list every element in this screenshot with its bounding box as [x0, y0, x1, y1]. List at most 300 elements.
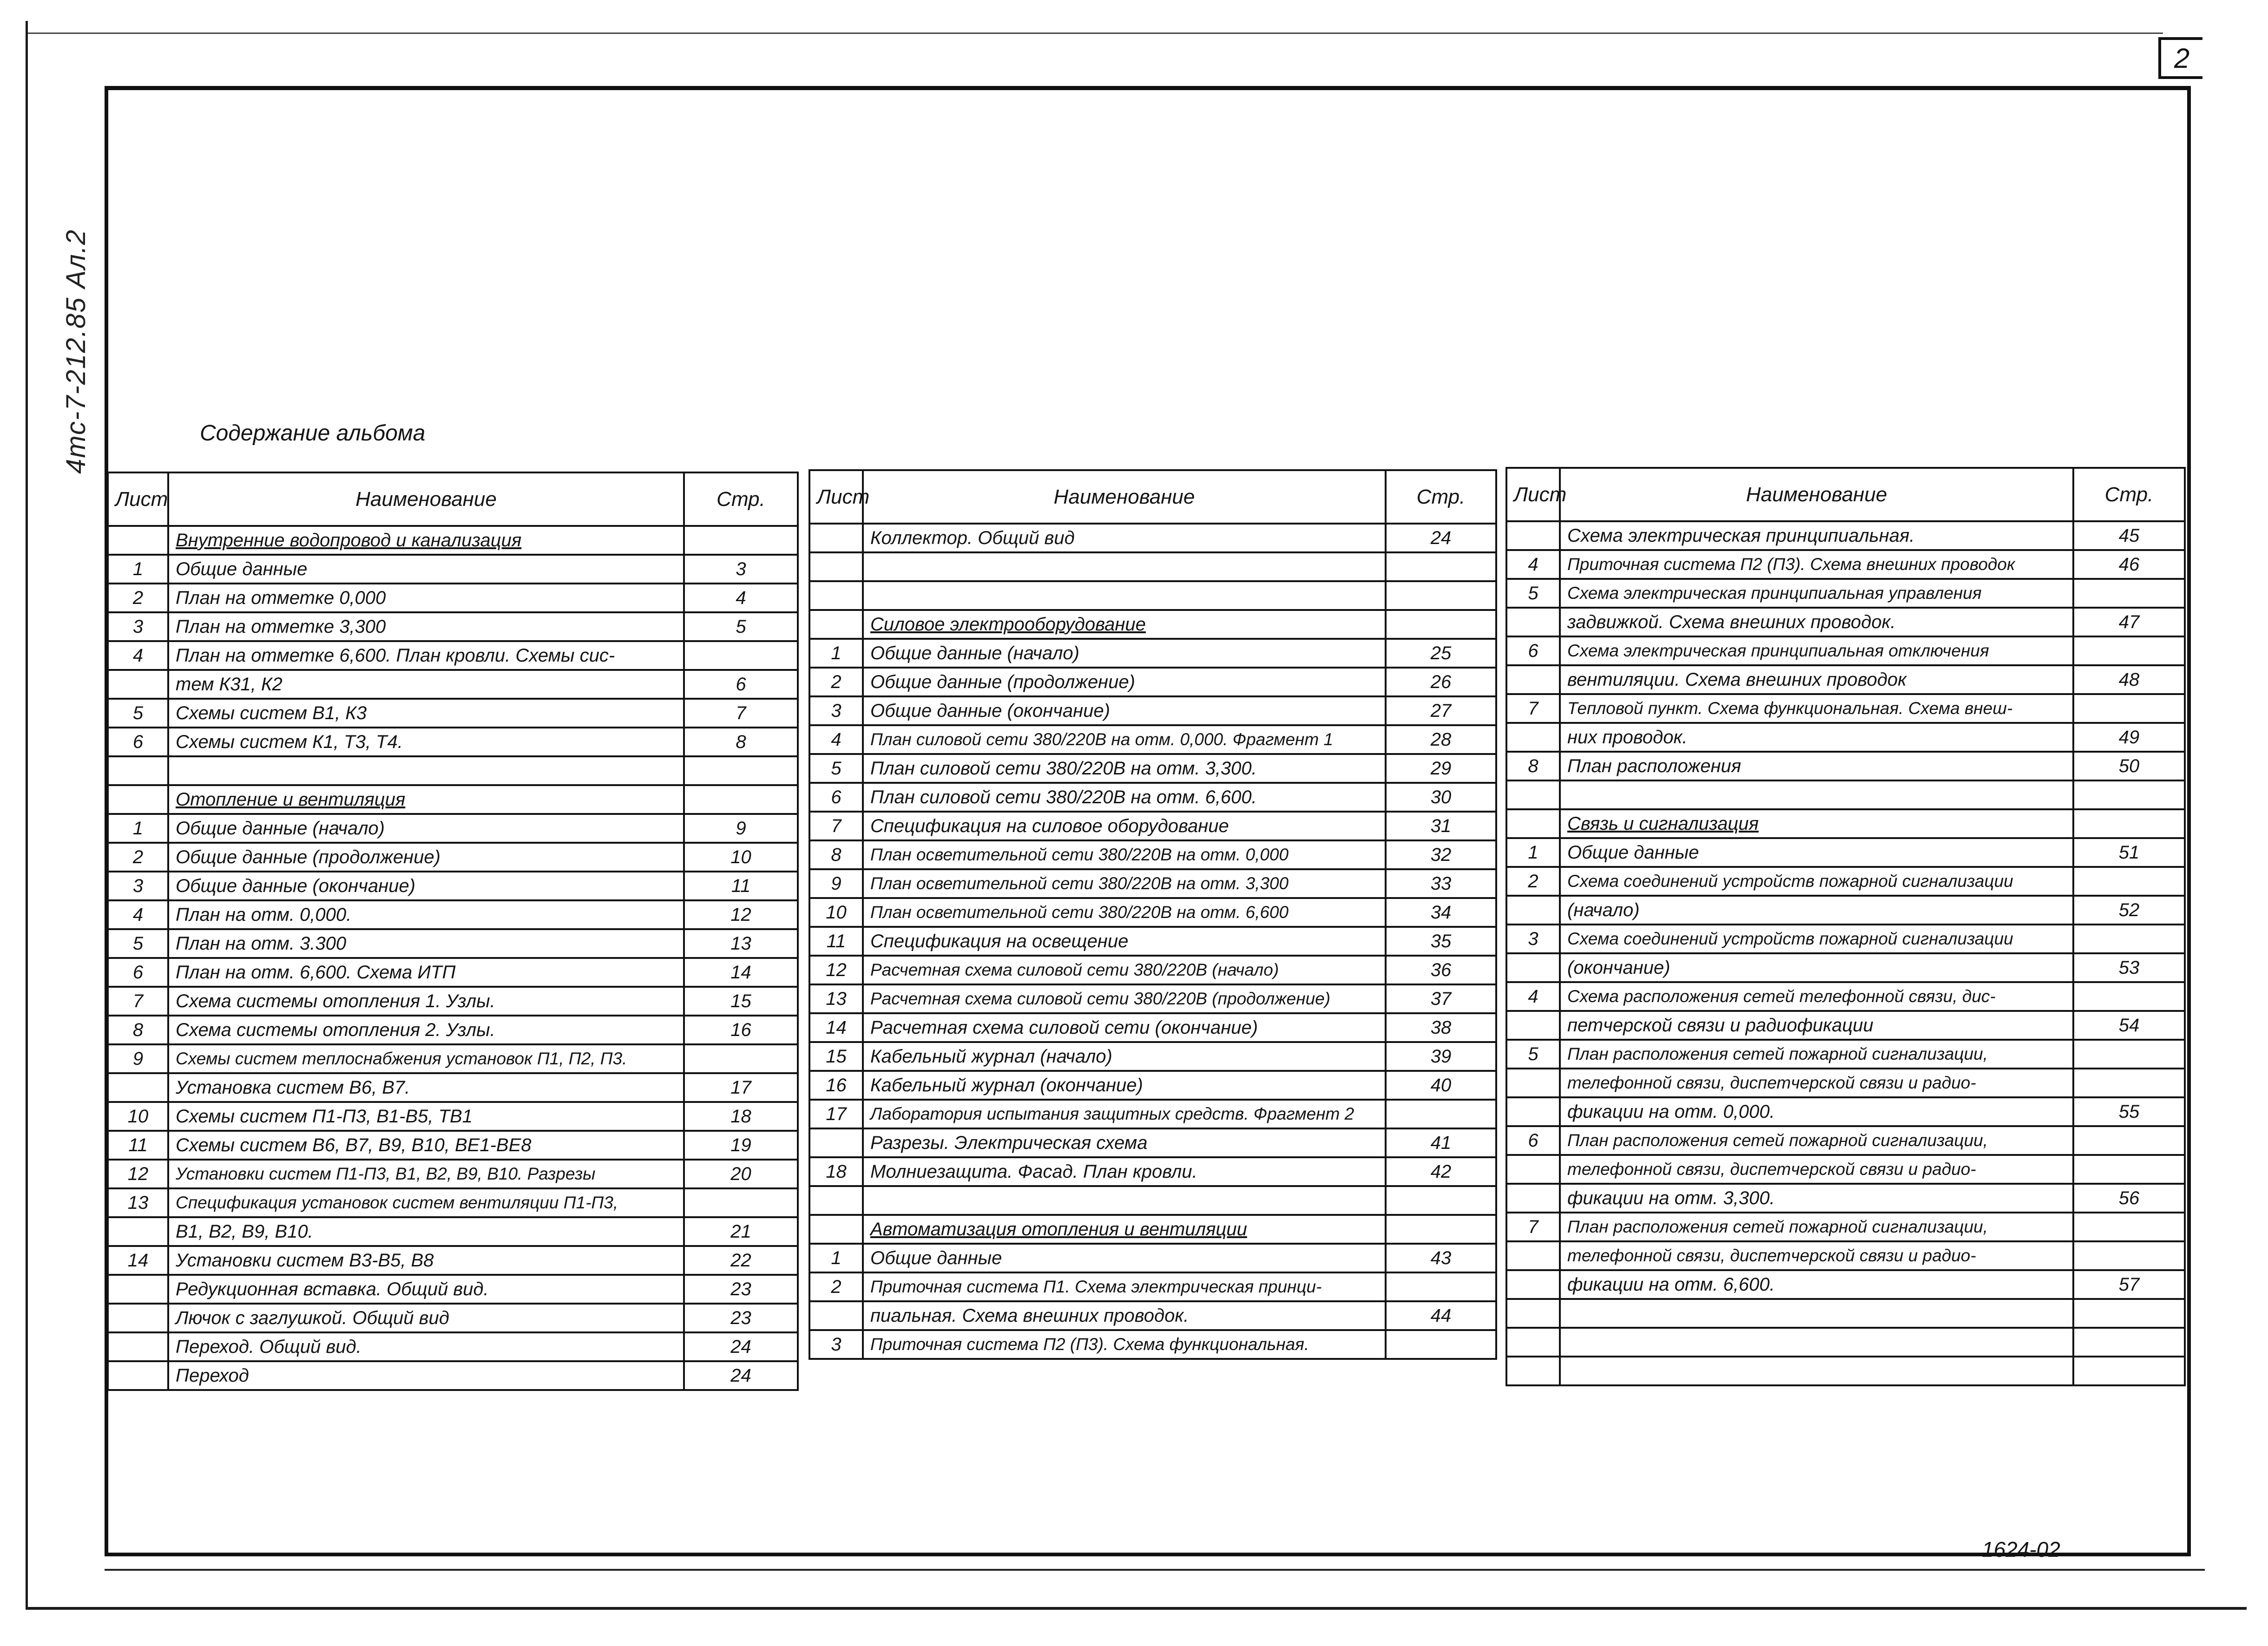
page-number: 2: [2174, 43, 2190, 74]
table-row: [108, 843, 798, 872]
album-title: Содержание альбома: [200, 421, 426, 446]
item-name-cell: [863, 1186, 1386, 1215]
sheet-number-cell: [1506, 1299, 1560, 1328]
table-row: [809, 1042, 1496, 1071]
item-name-cell: План осветительной сети 380/220В на отм. 3,300: [863, 869, 1386, 898]
page-number-cell: 14: [684, 958, 798, 987]
table-row: [108, 584, 798, 612]
page-number-cell: 23: [684, 1304, 798, 1332]
item-name-cell: План расположения сетей пожарной сигнализации,: [1560, 1040, 2073, 1069]
sheet-number-cell: [1506, 1097, 1560, 1126]
sheet-number-cell: [1506, 1069, 1560, 1097]
sheet-number-cell: 5: [108, 929, 168, 958]
sheet-number-cell: [809, 1215, 863, 1244]
table-row: [809, 524, 1496, 552]
page-number-cell: [2073, 1357, 2185, 1385]
sheet-number-cell: [1506, 1270, 1560, 1299]
sheet-number-cell: [1506, 896, 1560, 925]
page-number-cell: 24: [684, 1332, 798, 1361]
item-name-cell: План расположения: [1560, 752, 2073, 780]
table-row: [1506, 838, 2185, 867]
table-row: [108, 1217, 798, 1246]
sheet-number-cell: [108, 1332, 168, 1361]
table-row: [1506, 608, 2185, 636]
sheet-number-cell: 6: [108, 728, 168, 756]
page-number-cell: 4: [684, 584, 798, 612]
sheet-number-cell: 1: [1506, 838, 1560, 867]
page-number-cell: 24: [1386, 524, 1496, 552]
page-number-cell: 26: [1386, 668, 1496, 696]
table-row: [108, 756, 798, 785]
page-number-cell: [1386, 1186, 1496, 1215]
item-name-cell: фикации на отм. 0,000.: [1560, 1097, 2073, 1126]
table-row: [108, 1361, 798, 1390]
item-name-cell: петчерской связи и радиофикации: [1560, 1011, 2073, 1040]
table-row: [108, 1304, 798, 1332]
page-number-cell: 11: [684, 872, 798, 900]
item-name-cell: План силовой сети 380/220В на отм. 3,300.: [863, 754, 1386, 783]
table-row: [1506, 1299, 2185, 1328]
contents-table-2: [809, 469, 1497, 1360]
sheet-number-cell: [108, 1073, 168, 1102]
table-row: [809, 1157, 1496, 1186]
table-row: [809, 696, 1496, 725]
item-name-cell: Общие данные (продолжение): [168, 843, 684, 872]
page-number-cell: [2073, 1155, 2185, 1184]
page-number-cell: 8: [684, 728, 798, 756]
sheet-number-cell: 2: [108, 843, 168, 872]
table-row: [1506, 780, 2185, 809]
table-row: [1506, 636, 2185, 665]
table-row: [108, 555, 798, 584]
document-code: 1624-02: [1982, 1537, 2060, 1561]
sheet-number-cell: 3: [809, 696, 863, 725]
table-row: [1506, 665, 2185, 694]
sheet-number-cell: 16: [809, 1071, 863, 1100]
page-number-cell: 28: [1386, 725, 1496, 754]
item-name-cell: Общие данные: [168, 555, 684, 584]
table-row: [809, 840, 1496, 869]
page-number-cell: [684, 641, 798, 670]
item-name-cell: План на отметке 0,000: [168, 584, 684, 612]
table-row: [108, 526, 798, 555]
page-number-cell: 15: [684, 987, 798, 1016]
item-name-cell: Схемы систем К1, Т3, Т4.: [168, 728, 684, 756]
item-name-cell: Приточная система П1. Схема электрическая принци-: [863, 1272, 1386, 1301]
item-name-cell: План осветительной сети 380/220В на отм. 0,000: [863, 840, 1386, 869]
item-name-cell: Установка систем В6, В7.: [168, 1073, 684, 1102]
sheet-number-cell: 4: [108, 641, 168, 670]
table-row: [108, 1160, 798, 1188]
table-row: [1506, 896, 2185, 925]
table-row: [1506, 1270, 2185, 1299]
table-row: [1506, 1241, 2185, 1270]
sheet-number-cell: [809, 552, 863, 581]
table-row: [108, 728, 798, 756]
sheet-number-cell: 15: [809, 1042, 863, 1071]
page-number-cell: 29: [1386, 754, 1496, 783]
sheet-number-cell: [809, 1186, 863, 1215]
page-number-cell: [2073, 780, 2185, 809]
sheet-number-cell: [108, 1361, 168, 1390]
sheet-number-cell: [108, 526, 168, 555]
item-name-cell: [1560, 780, 2073, 809]
item-name-cell: Схема соединений устройств пожарной сигнализации: [1560, 925, 2073, 953]
sheet-number-cell: 1: [108, 555, 168, 584]
item-name-cell: План на отметке 3,300: [168, 612, 684, 641]
table-row: [809, 869, 1496, 898]
item-name-cell: Схема электрическая принципиальная отключения: [1560, 636, 2073, 665]
page-number-cell: 45: [2073, 521, 2185, 550]
page-number-cell: [2073, 925, 2185, 953]
page-number-cell: 47: [2073, 608, 2185, 636]
item-name-cell: Схема электрическая принципиальная.: [1560, 521, 2073, 550]
item-name-cell: Схемы систем В1, К3: [168, 699, 684, 728]
page-number-cell: 44: [1386, 1301, 1496, 1330]
sheet-number-cell: 12: [108, 1160, 168, 1188]
table-row: [809, 639, 1496, 668]
item-name-cell: [1560, 1357, 2073, 1385]
item-name-cell: Схема расположения сетей телефонной связи, дис-: [1560, 982, 2073, 1011]
item-name-cell: План силовой сети 380/220В на отм. 6,600.: [863, 783, 1386, 812]
page-number-cell: 24: [684, 1361, 798, 1390]
table-row: [809, 956, 1496, 984]
item-name-cell: Кабельный журнал (окончание): [863, 1071, 1386, 1100]
sheet-number-cell: [809, 524, 863, 552]
page-number-cell: 56: [2073, 1184, 2185, 1213]
table-row: [809, 552, 1496, 581]
table-body: [108, 526, 798, 1390]
table-row: [108, 987, 798, 1016]
sheet-number-cell: [1506, 608, 1560, 636]
section-heading: Отопление и вентиляция: [168, 785, 684, 814]
table-row: [108, 1102, 798, 1131]
page-number-cell: 55: [2073, 1097, 2185, 1126]
page-number-cell: 25: [1386, 639, 1496, 668]
table-row: [1506, 1357, 2185, 1385]
sheet-number-cell: [108, 1275, 168, 1304]
sheet-number-cell: [1506, 1241, 1560, 1270]
section-heading: Связь и сигнализация: [1560, 809, 2073, 838]
sheet-number-cell: 6: [809, 783, 863, 812]
item-name-cell: Расчетная схема силовой сети 380/220В (продолжение): [863, 984, 1386, 1013]
item-name-cell: План на отметке 6,600. План кровли. Схемы сис-: [168, 641, 684, 670]
page-number-cell: 38: [1386, 1013, 1496, 1042]
item-name-cell: телефонной связи, диспетчерской связи и радио-: [1560, 1241, 2073, 1270]
table-row: [108, 814, 798, 843]
table-row: [108, 1044, 798, 1073]
sheet-number-cell: 2: [809, 668, 863, 696]
page-number-cell: 30: [1386, 783, 1496, 812]
page-number-cell: 51: [2073, 838, 2185, 867]
item-name-cell: задвижкой. Схема внешних проводок.: [1560, 608, 2073, 636]
sheet-number-cell: [1506, 723, 1560, 752]
sheet-number-cell: 6: [1506, 636, 1560, 665]
table-row: [108, 929, 798, 958]
item-name-cell: вентиляции. Схема внешних проводок: [1560, 665, 2073, 694]
col-header-sheet: Лист: [809, 470, 863, 524]
table-row: [1506, 521, 2185, 550]
table-row: [1506, 1328, 2185, 1357]
item-name-cell: Редукционная вставка. Общий вид.: [168, 1275, 684, 1304]
table-row: [1506, 1040, 2185, 1069]
sheet-number-cell: 12: [809, 956, 863, 984]
item-name-cell: План расположения сетей пожарной сигнализации,: [1560, 1213, 2073, 1241]
sheet-number-cell: 7: [809, 812, 863, 840]
page-number-cell: 7: [684, 699, 798, 728]
sheet-number-cell: 2: [108, 584, 168, 612]
sheet-number-cell: 10: [108, 1102, 168, 1131]
item-name-cell: Лючок с заглушкой. Общий вид: [168, 1304, 684, 1332]
table-row: [1506, 953, 2185, 982]
item-name-cell: [1560, 1328, 2073, 1357]
item-name-cell: План силовой сети 380/220В на отм. 0,000. Фрагмент 1: [863, 725, 1386, 754]
sheet-number-cell: 7: [108, 987, 168, 1016]
table-row: [1506, 925, 2185, 953]
table-body: [1506, 521, 2185, 1385]
sheet-number-cell: 14: [809, 1013, 863, 1042]
page-number-cell: 41: [1386, 1128, 1496, 1157]
table-row: [809, 1128, 1496, 1157]
page-number-cell: [1386, 610, 1496, 639]
page-number-cell: 6: [684, 670, 798, 699]
item-name-cell: Переход. Общий вид.: [168, 1332, 684, 1361]
sheet-number-cell: 18: [809, 1157, 863, 1186]
item-name-cell: В1, В2, В9, В10.: [168, 1217, 684, 1246]
sheet-number-cell: [1506, 521, 1560, 550]
table-row: [1506, 982, 2185, 1011]
sheet-number-cell: [108, 1304, 168, 1332]
sheet-number-cell: 9: [809, 869, 863, 898]
table-row: [108, 1131, 798, 1160]
sheet-number-cell: 5: [1506, 1040, 1560, 1069]
col-header-page: Стр.: [1386, 470, 1496, 524]
table-row: [809, 984, 1496, 1013]
table-row: [108, 1073, 798, 1102]
page-number-cell: 46: [2073, 550, 2185, 579]
sheet-number-cell: [1506, 1357, 1560, 1385]
page-number-cell: 3: [684, 555, 798, 584]
sheet-number-cell: 3: [1506, 925, 1560, 953]
page-number-cell: 54: [2073, 1011, 2185, 1040]
item-name-cell: тем К31, К2: [168, 670, 684, 699]
item-name-cell: Общие данные (окончание): [168, 872, 684, 900]
page-number-cell: [684, 1188, 798, 1217]
item-name-cell: Спецификация на освещение: [863, 927, 1386, 956]
section-heading: Автоматизация отопления и вентиляции: [863, 1215, 1386, 1244]
item-name-cell: Общие данные (окончание): [863, 696, 1386, 725]
page-number-cell: 57: [2073, 1270, 2185, 1299]
page-number-cell: [1386, 552, 1496, 581]
table-row: [108, 900, 798, 929]
sheet-number-cell: 5: [809, 754, 863, 783]
item-name-cell: Общие данные: [863, 1244, 1386, 1272]
item-name-cell: Схемы систем теплоснабжения установок П1, П2, П3.: [168, 1044, 684, 1073]
table-row: [1506, 1184, 2185, 1213]
table-row: [108, 699, 798, 728]
sheet-number-cell: [108, 670, 168, 699]
item-name-cell: Расчетная схема силовой сети 380/220В (начало): [863, 956, 1386, 984]
sheet-number-cell: 8: [108, 1016, 168, 1044]
page-number-cell: 52: [2073, 896, 2185, 925]
table-row: [108, 1332, 798, 1361]
table-row: [1506, 1213, 2185, 1241]
table-header-row: [809, 470, 1496, 524]
page-number-cell: 34: [1386, 898, 1496, 927]
table-row: [1506, 1097, 2185, 1126]
page-number-cell: [684, 526, 798, 555]
table-row: [1506, 579, 2185, 608]
item-name-cell: них проводок.: [1560, 723, 2073, 752]
table-row: [809, 1301, 1496, 1330]
item-name-cell: Переход: [168, 1361, 684, 1390]
sheet-number-cell: 3: [809, 1330, 863, 1359]
table-row: [108, 612, 798, 641]
table-row: [809, 581, 1496, 610]
page-number-cell: 9: [684, 814, 798, 843]
item-name-cell: Общие данные (продолжение): [863, 668, 1386, 696]
table-row: [108, 872, 798, 900]
page-number-cell: [1386, 1215, 1496, 1244]
sheet-number-cell: 13: [809, 984, 863, 1013]
page-number-cell: 37: [1386, 984, 1496, 1013]
sheet-number-cell: [1506, 953, 1560, 982]
page-number-cell: 23: [684, 1275, 798, 1304]
table-row: [809, 725, 1496, 754]
item-name-cell: Лаборатория испытания защитных средств. Фрагмент 2: [863, 1100, 1386, 1128]
table-row: [809, 1071, 1496, 1100]
sheet-number-cell: [1506, 1184, 1560, 1213]
page-number-cell: 22: [684, 1246, 798, 1275]
table-row: [108, 1016, 798, 1044]
col-header-sheet: Лист: [108, 472, 168, 526]
sheet-number-cell: 4: [1506, 982, 1560, 1011]
sheet-number-cell: 3: [108, 612, 168, 641]
table-row: [809, 1100, 1496, 1128]
sheet-number-cell: 9: [108, 1044, 168, 1073]
sheet-number-cell: [809, 610, 863, 639]
item-name-cell: Приточная система П2 (П3). Схема функциональная.: [863, 1330, 1386, 1359]
page-number-cell: 32: [1386, 840, 1496, 869]
page-number-cell: 36: [1386, 956, 1496, 984]
item-name-cell: Молниезащита. Фасад. План кровли.: [863, 1157, 1386, 1186]
section-heading: Силовое электрооборудование: [863, 610, 1386, 639]
table-row: [108, 1275, 798, 1304]
sheet-number-cell: 2: [809, 1272, 863, 1301]
page-number-cell: 35: [1386, 927, 1496, 956]
table-row: [809, 1244, 1496, 1272]
item-name-cell: Схема системы отопления 2. Узлы.: [168, 1016, 684, 1044]
sheet-number-cell: [108, 785, 168, 814]
col-header-name: Наименование: [863, 470, 1386, 524]
item-name-cell: Разрезы. Электрическая схема: [863, 1128, 1386, 1157]
page-number-cell: [1386, 581, 1496, 610]
sheet-number-cell: [1506, 809, 1560, 838]
table-row: [1506, 809, 2185, 838]
table-row: [809, 898, 1496, 927]
table-row: [1506, 723, 2185, 752]
page-number-cell: 16: [684, 1016, 798, 1044]
table-header-row: [1506, 468, 2185, 521]
item-name-cell: Установки систем В3-В5, В8: [168, 1246, 684, 1275]
page-number-cell: [2073, 809, 2185, 838]
sheet-number-cell: [1506, 780, 1560, 809]
page-number-cell: 53: [2073, 953, 2185, 982]
page-number-cell: 40: [1386, 1071, 1496, 1100]
side-stamp: 4тс-7-212.85 Ал.2: [61, 229, 91, 474]
item-name-cell: Схема соединений устройств пожарной сигнализации: [1560, 867, 2073, 896]
item-name-cell: пиальная. Схема внешних проводок.: [863, 1301, 1386, 1330]
section-heading: Внутренние водопровод и канализация: [168, 526, 684, 555]
page-number-cell: [1386, 1330, 1496, 1359]
sheet-number-cell: 1: [809, 1244, 863, 1272]
item-name-cell: Приточная система П2 (П3). Схема внешних проводок: [1560, 550, 2073, 579]
table-row: [1506, 752, 2185, 780]
page-number-cell: 17: [684, 1073, 798, 1102]
page-number-cell: 19: [684, 1131, 798, 1160]
item-name-cell: (окончание): [1560, 953, 2073, 982]
sheet-number-cell: [108, 756, 168, 785]
item-name-cell: фикации на отм. 3,300.: [1560, 1184, 2073, 1213]
table-row: [1506, 694, 2185, 723]
item-name-cell: План осветительной сети 380/220В на отм. 6,600: [863, 898, 1386, 927]
page-number-cell: [2073, 982, 2185, 1011]
col-header-sheet: Лист: [1506, 468, 1560, 521]
page-number-cell: 50: [2073, 752, 2185, 780]
item-name-cell: Общие данные: [1560, 838, 2073, 867]
table-row: [108, 641, 798, 670]
sheet-number-cell: 17: [809, 1100, 863, 1128]
sheet-number-cell: 7: [1506, 1213, 1560, 1241]
col-header-page: Стр.: [684, 472, 798, 526]
sheet-number-cell: [809, 581, 863, 610]
contents-table-1: [107, 472, 799, 1391]
table-row: [1506, 1155, 2185, 1184]
item-name-cell: План на отм. 0,000.: [168, 900, 684, 929]
page-number-cell: 33: [1386, 869, 1496, 898]
item-name-cell: Установки систем П1-П3, В1, В2, В9, В10. Разрезы: [168, 1160, 684, 1188]
table-row: [1506, 867, 2185, 896]
table-row: [108, 1246, 798, 1275]
page-number-cell: 39: [1386, 1042, 1496, 1071]
col-header-name: Наименование: [1560, 468, 2073, 521]
item-name-cell: Схемы систем П1-П3, В1-В5, ТВ1: [168, 1102, 684, 1131]
table-row: [108, 1188, 798, 1217]
sheet-number-cell: 14: [108, 1246, 168, 1275]
table-row: [108, 670, 798, 699]
page-number-cell: [684, 1044, 798, 1073]
page-number-cell: 27: [1386, 696, 1496, 725]
sheet-number-cell: 6: [108, 958, 168, 987]
item-name-cell: Схемы систем В6, В7, В9, В10, ВЕ1-ВЕ8: [168, 1131, 684, 1160]
item-name-cell: Схема электрическая принципиальная управления: [1560, 579, 2073, 608]
table-row: [809, 1330, 1496, 1359]
sheet-number-cell: [108, 1217, 168, 1246]
table-header-row: [108, 472, 798, 526]
item-name-cell: Кабельный журнал (начало): [863, 1042, 1386, 1071]
bottom-rule: [105, 1569, 2205, 1571]
sheet-number-cell: 4: [108, 900, 168, 929]
item-name-cell: Коллектор. Общий вид: [863, 524, 1386, 552]
table-row: [1506, 1069, 2185, 1097]
sheet-number-cell: 8: [809, 840, 863, 869]
page-number-cell: [684, 785, 798, 814]
sheet-number-cell: 5: [108, 699, 168, 728]
item-name-cell: План на отм. 6,600. Схема ИТП: [168, 958, 684, 987]
sheet-number-cell: 6: [1506, 1126, 1560, 1155]
table-row: [809, 668, 1496, 696]
item-name-cell: [168, 756, 684, 785]
